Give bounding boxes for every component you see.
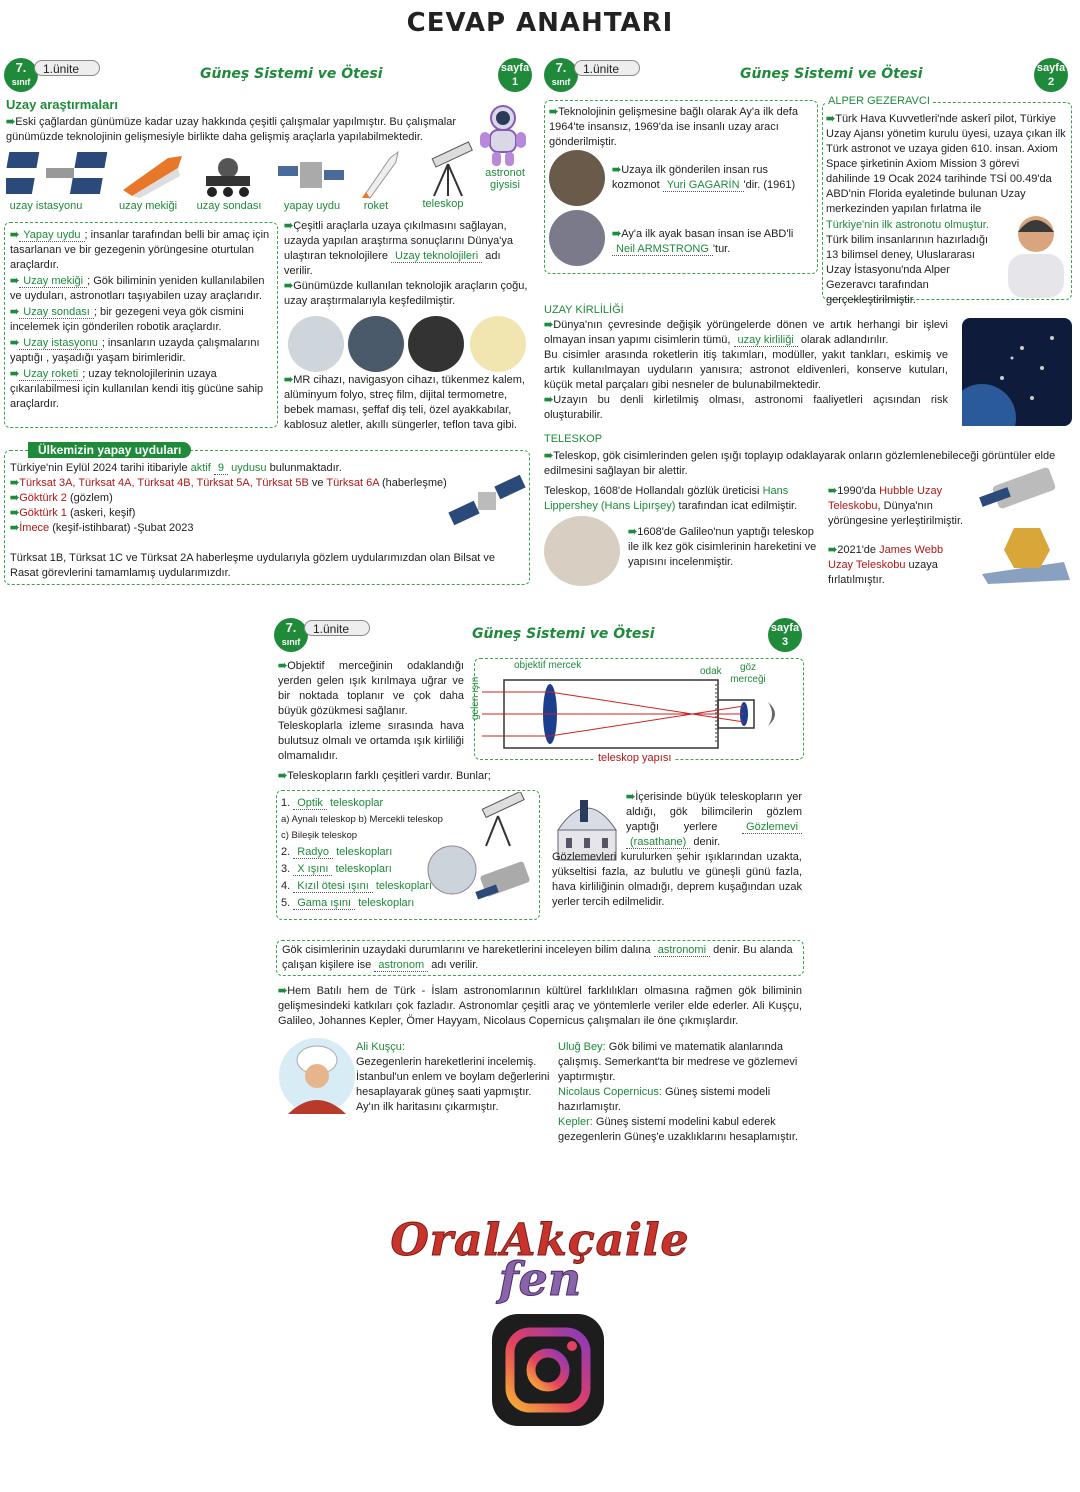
unit-label: 1.ünite [34,60,100,76]
alper-text-2: Türk bilim insanlarının hazırladığı 13 bilimsel deney, Uluslararası Uzay İstasyonu'nda Alper Gezeravcı tarafından gerçekleştirilmiştir. [826,234,989,306]
moon-intro-text: ➠Teknolojinin gelişmesine bağlı olarak Ay'a ilk defa 1964'te insansız, 1969'da ise insanlı uzay aracı gönderilmiştir. [549,106,798,148]
alper-title: ALPER GEZERAVCI [828,95,930,107]
ali-kuscu-text: Ali Kuşçu: Gezegenlerin hareketlerini incelemiş. İstanbul'un enlem ve boylam değerlerini hesaplayarak güneş saati yapmıştır. Ay'ın ilk haritasını çıkarmıştır. [356,1041,550,1113]
galileo-text: ➠1608'de Galileo'nun yaptığı teleskop ile ilk kez gök cisimlerinin hareketini ve yapısını incelenmiştir. [628,526,817,568]
definition-item: ➠ Uzay roketi ; uzay teknolojilerinin uzaya çıkarılabilmesi için kullanılan kendi itiş gücüne sahip araçlardır. [10,368,264,410]
ali-kuscu-portrait [276,1036,358,1116]
galileo-portrait [544,516,620,586]
page3-header [274,618,806,654]
astronomy-definition: Gök cisimlerinin uzaydaki durumlarını ve hareketlerini inceleyen bilim dalına astronomi denir. Bu alanda çalışan kişilere ise astronom adı verilir. [282,944,793,971]
page-badge: sayfa 3 [768,618,802,652]
type-item: 4. Kızıl ötesi ışını teleskopları [281,880,433,892]
brand-logo-text: OralAkçaile [390,1215,690,1266]
page-title: CEVAP ANAHTARI [406,8,674,38]
objective-lens-label: objektif mercek [514,660,582,671]
space-debris-image [962,318,1072,426]
unit-label: 1.ünite [574,60,640,76]
baby-food-image [470,316,526,372]
page-badge: sayfa 1 [498,58,532,92]
space-shuttle-icon [118,150,188,198]
space-station-icon [6,148,112,198]
tool-label: astronot giysisi [485,167,525,191]
type-item: 5. Gama ışını teleskopları [281,897,415,909]
tool-label: uzay sondası [196,200,262,212]
grade-badge: 7. sınıf [4,58,38,92]
telescope-icon [420,138,476,200]
mr-device-image [288,316,344,372]
armstrong-text: ➠Ay'a ilk ayak basan insan ise ABD'li Neil ARMSTRONG 'tur. [612,228,794,255]
astronomers-intro: ➠Hem Batılı hem de Türk - İslam astronomlarının kültürel farklılıkları olmasına rağmen gök biliminin gelişmesindeki katkıları çok fazladır. Astronomlar çeşitli araç ve yöntemlerle veriler elde ederler. Ali Kuşçu, Galileo, Johannes Kepler, Ömer Hayyam, Nicolaus Copernicus çalışmaları ile öne çıkmışlardır. [278,985,802,1027]
definitions-list [10,228,272,412]
section-title-space-research: Uzay araştırmaları [6,97,119,112]
armstrong-portrait [549,210,605,266]
observatory-text: ➠İçerisinde büyük teleskopların yer aldığı, gök bilimcilerin gözlem yaptığı yerlere Gözlemevi (rasathane) denir. [626,791,802,848]
telescope-title: TELESKOP [544,433,603,445]
page1-header [4,58,532,94]
topic-title: Güneş Sistemi ve Ötesi [200,66,383,82]
satellite-icon [276,148,346,200]
satellites-title: Ülkemizin yapay uyduları [28,442,191,458]
webb-text: ➠2021'de James Webb Uzay Teleskobu uzaya fırlatılmıştır. [828,544,944,586]
definition-item: ➠ Yapay uydu ; insanlar tarafından belli bir amaç için tasarlanan ve bir gezegenin yörüngesine oturtulan araçlardır. [10,229,270,271]
optic-subtypes: a) Aynalı teleskop b) Mercekli teleskop [281,814,443,825]
webb-telescope-icon [974,522,1072,586]
intro-text: ➠Eski çağlardan günümüze kadar uzay hakkında çeşitli çalışmalar yapılmıştır. Bu çalışmalar günümüzde teknolojinin gelişmesiyle birlikte daha gelişmiş araçlarla yapılabilmektedir. [6,116,457,143]
tool-label: roket [363,200,389,212]
eyepiece-label: göz merceği [730,662,766,685]
grade-badge: 7. sınıf [544,58,578,92]
satellite-icon [448,470,526,532]
hubble-telescope-icon [974,462,1072,520]
definition-item: ➠ Uzay sondası ; bir gezegeni veya gök cismini incelemek için gönderilen robotik araçlardır. [10,306,244,333]
teflon-pan-image [408,316,464,372]
debris-title: UZAY KİRLİLİĞİ [544,304,624,316]
focus-label: odak [700,666,722,677]
incoming-light-label: gelen ışın [470,676,481,720]
satellites-footnote: Türksat 1B, Türksat 1C ve Türksat 2A haberleşme uydularıyla gözlem uydularımızdan olan Bilsat ve Rasat görevlerini tamamlamış uydularımızdır. [10,552,496,579]
space-tech-text: ➠Çeşitli araçlarla uzaya çıkılmasını sağlayan, uzayda yapılan araştırma sonuçlarını Dünya'ya ulaştıran teknolojilere Uzay teknolojileri adı verilir. ➠Günümüzde kullanılan teknolojik araçların çoğu, uzay araştırmalarıyla keşfedilmiştir. [284,220,528,307]
astronaut-icon [476,102,530,168]
navigation-device-image [348,316,404,372]
type-item: 1. Optik teleskoplar [281,797,384,809]
alper-portrait [1002,204,1070,298]
hubble-text: ➠1990'da Hubble Uzay Teleskobu, Dünya'nın yörüngesine yerleştirilmiştir. [828,485,964,527]
debris-text: ➠Dünya'nın çevresinde değişik yörüngelerde dönen ve artık herhangi bir işlevi olmayan insan yapımı cisimlerin tümü, uzay kirliliği olarak adlandırılır. Bu cisimler arasında roketlerin itiş takımları, modüller, yakıt tankları, eskimiş ve artık kullanılmayan uyduların yanısıra; astronot eldivenleri, konserve kutuları, küçük metal parçaları gibi nesneler de bulunabilmektedir. ➠Uzayın bu denli kirletilmiş olması, astronomi faaliyetleri açısından risk oluşturabilir. [544,319,948,421]
gagarin-text: ➠Uzaya ilk gönderilen insan rus kozmonot Yuri GAGARİN 'dir. (1961) [612,164,796,191]
rocket-icon [356,148,402,200]
brand-logo-subtext: fen [498,1252,582,1306]
type-item: 2. Radyo teleskopları [281,846,393,858]
tool-label: teleskop [422,198,464,210]
topic-title: Güneş Sistemi ve Ötesi [472,626,655,642]
tool-label: uzay mekiği [118,200,178,212]
grade-badge: 7. sınıf [274,618,308,652]
astronomers-list: Uluğ Bey: Gök bilimi ve matematik alanlarında çalışmış. Semerkant'ta bir medrese ve gözlemevi yaptırmıştır. Nicolaus Copernicus: Güneş sistemi modeli hazırlamıştır. Kepler: Güneş sistemi modelini kabul ederek gezegenlerin Güneş'e uzaklıklarını hesaplamıştır. [558,1041,798,1143]
spinoff-list-text: ➠MR cihazı, navigasyon cihazı, tükenmez kalem, alüminyum folyo, streç film, dijital termometre, bebek maması, şeffaf diş teli, özel ayakkabılar, kablosuz aletler, akıllı süngerler, teflon tava gibi. [284,374,525,431]
telescope-history: Teleskop, 1608'de Hollandalı gözlük üreticisi Hans Lippershey (Hans Lipırşey) tarafından icat edilmiştir. [544,485,798,512]
instagram-icon[interactable] [488,1310,608,1430]
optic-subtypes: c) Bileşik teleskop [281,830,358,841]
topic-title: Güneş Sistemi ve Ötesi [740,66,923,82]
tool-label: uzay istasyonu [9,200,83,212]
page2-header [544,58,1072,94]
objective-lens-text: ➠Objektif merceğinin odaklandığı yerden gelen ışık kırılmaya uğrar ve bir noktada toplanır ve çok daha büyük gözükmesi sağlanır. Teleskoplarla izleme sırasında hava bulutsuz olmalı ve ortamda ışık kirliliği olmamalıdır. [278,660,464,762]
radio-telescope-icon [426,838,536,914]
definition-item: ➠ Uzay mekiği ; Gök biliminin yeniden kullanılabilen ve uyduları, astronotları taşıyabilen uzay araçlarıdır. [10,275,265,302]
tool-label: yapay uydu [283,200,341,212]
gagarin-portrait [549,150,605,206]
definition-item: ➠ Uzay istasyonu ; insanların uzayda çalışmalarını yaptığı , yaşadığı yaşam birimleridir. [10,337,260,364]
diagram-caption: teleskop yapısı [594,752,675,764]
alper-text: ➠Türk Hava Kuvvetleri'nde askerî pilot, Türkiye Uzay Ajansı yönetim kurulu üyesi, uzaya çıkan ilk Türk astronot ve uzaya giden 610. insan. Axiom Space şirketinin Axiom Mission 3 görevi dahilinde 19 Ocak 2024 tarihinde TSİ 00.49'da ABD'nin Florida eyaletinde bulunan Uzay merkezinden yapılan fırlatma ile [826,113,1066,215]
unit-label: 1.ünite [304,620,370,636]
telescope-types-intro: ➠Teleskopların farklı çeşitleri vardır. Bunlar; [278,770,491,782]
telescope-definition: ➠Teleskop, gök cisimlerinden gelen ışığı toplayıp odaklayarak onların gözlemlenebileceği görüntüler elde edilmesini sağlayan bir alettir. [544,450,1056,477]
space-probe-icon [196,150,260,198]
type-item: 3. X ışını teleskopları [281,863,392,875]
alper-highlight: Türkiye'nin ilk astronotu olmuştur. [826,219,989,231]
observatory-conditions: Gözlemevleri kurulurken şehir ışıklarından uzakta, yükseltisi fazla, az bulutlu ve güneşli günü fazla, hava kirliliğinin olmadığı, deprem kuşağından uzak yerler tercih edilmelidir. [552,851,802,908]
page-badge: sayfa 2 [1034,58,1068,92]
satellites-list: Türkiye'nin Eylül 2024 tarihi itibariyle aktif 9 uydusu bulunmaktadır. ➠Türksat 3A, Türksat 4A, Türksat 4B, Türksat 5A, Türksat 5B ve Türksat 6A (haberleşme) ➠Göktürk 2 (gözlem) ➠Göktürk 1 (askeri, keşif) ➠İmece (keşif-istihbarat) -Şubat 2023 [10,462,447,534]
